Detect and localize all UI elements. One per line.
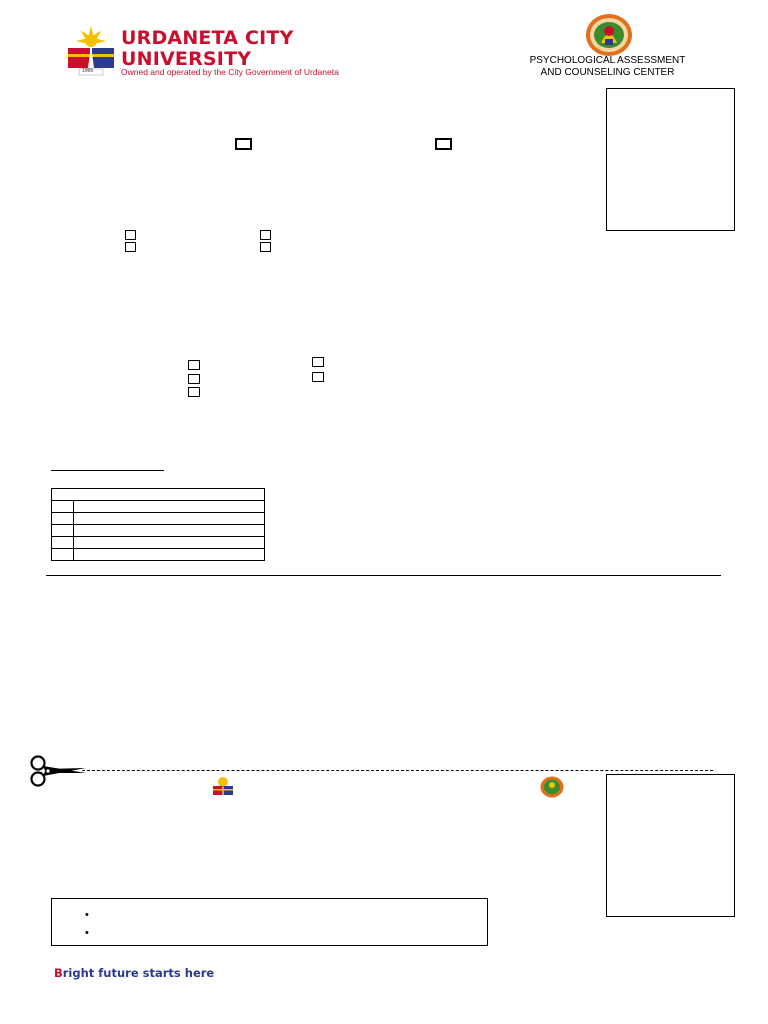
table-cell[interactable] bbox=[74, 501, 265, 513]
checkbox[interactable] bbox=[235, 138, 252, 150]
checkbox[interactable] bbox=[260, 242, 271, 252]
checkbox[interactable] bbox=[260, 230, 271, 240]
table-cell bbox=[52, 525, 74, 537]
center-name-line2: AND COUNSELING CENTER bbox=[540, 67, 675, 78]
photo-box bbox=[606, 88, 735, 231]
cut-line bbox=[82, 770, 713, 771]
table-row bbox=[52, 513, 265, 525]
university-name-line1: URDANETA CITY bbox=[121, 27, 294, 49]
signature-line bbox=[51, 470, 164, 471]
counseling-center-name bbox=[520, 55, 695, 79]
records-table bbox=[51, 488, 265, 561]
table-row bbox=[52, 525, 265, 537]
table-cell bbox=[52, 501, 74, 513]
university-name bbox=[121, 28, 361, 70]
table-cell[interactable] bbox=[74, 513, 265, 525]
checkbox[interactable] bbox=[435, 138, 452, 150]
table-row bbox=[52, 537, 265, 549]
footer-slogan bbox=[54, 966, 214, 980]
checkbox[interactable] bbox=[312, 372, 324, 382]
slogan-accent-letter: B bbox=[54, 966, 63, 980]
photo-box bbox=[606, 774, 735, 917]
checkbox[interactable] bbox=[188, 387, 200, 397]
table-cell bbox=[52, 513, 74, 525]
table-header-row bbox=[52, 489, 265, 501]
table-cell[interactable] bbox=[74, 525, 265, 537]
university-logo-small-icon bbox=[212, 775, 234, 799]
table-cell[interactable] bbox=[74, 549, 265, 561]
bullet-point: • bbox=[85, 927, 89, 939]
table-row bbox=[52, 549, 265, 561]
counseling-center-seal-icon bbox=[585, 13, 633, 57]
checkbox[interactable] bbox=[188, 374, 200, 384]
table-cell[interactable] bbox=[74, 537, 265, 549]
checkbox[interactable] bbox=[125, 230, 136, 240]
scissors-icon bbox=[28, 754, 88, 788]
checkbox[interactable] bbox=[312, 357, 324, 367]
university-name-line2: UNIVERSITY bbox=[121, 48, 252, 70]
counseling-center-seal-small-icon bbox=[540, 776, 564, 798]
section-divider bbox=[46, 575, 721, 576]
table-cell bbox=[52, 549, 74, 561]
checkbox[interactable] bbox=[188, 360, 200, 370]
bullet-point: • bbox=[85, 909, 89, 921]
notes-box bbox=[51, 898, 488, 946]
table-header-cell bbox=[52, 489, 265, 501]
slogan-text: right future starts here bbox=[62, 966, 215, 980]
table-row bbox=[52, 501, 265, 513]
logo-year: 1966 bbox=[82, 68, 94, 74]
university-tagline: Owned and operated by the City Government of Urdaneta bbox=[121, 67, 339, 77]
checkbox[interactable] bbox=[125, 242, 136, 252]
table-cell bbox=[52, 537, 74, 549]
center-name-line1: PSYCHOLOGICAL ASSESSMENT bbox=[529, 55, 686, 66]
